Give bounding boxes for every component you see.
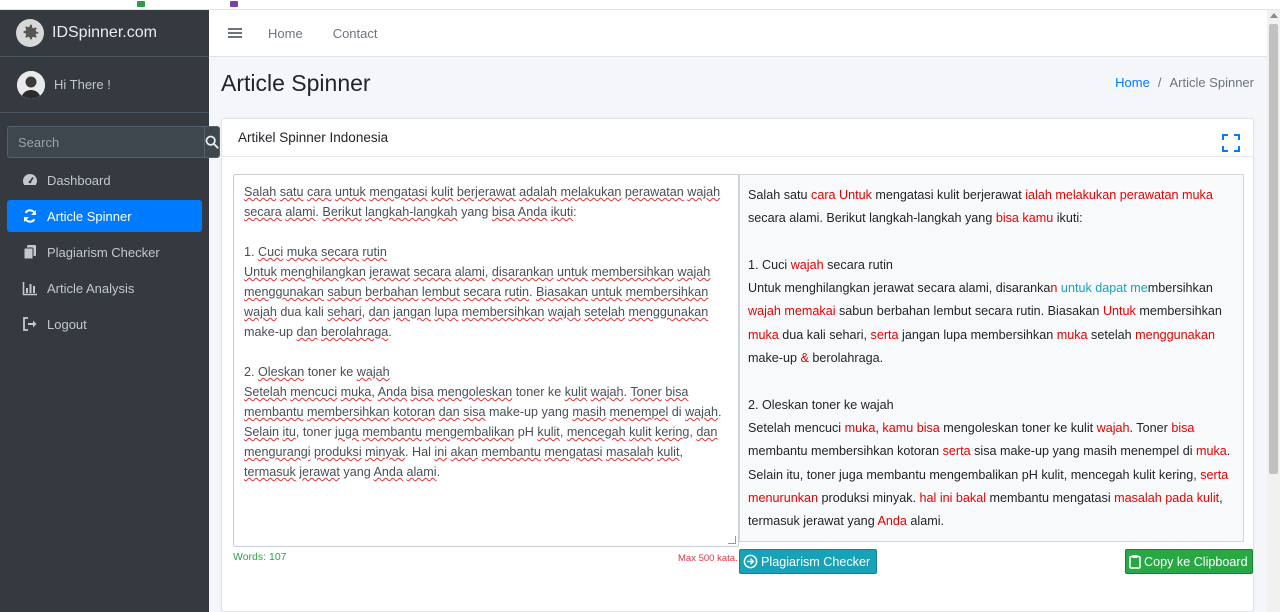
output-paragraph (748, 254, 1235, 277)
output-text: mbersihkan (1147, 281, 1217, 296)
spun-article-output (739, 174, 1244, 542)
output-text: 2. Oleskan toner ke wajah (748, 397, 894, 412)
output-paragraph (748, 277, 1235, 370)
page-title: Article Spinner (221, 70, 371, 96)
max-words-notice: Max 500 kata. (678, 553, 738, 564)
output-paragraph (748, 231, 1235, 254)
avatar (17, 71, 45, 99)
spun-word: menggunakan (1135, 327, 1215, 342)
output-text: sabun berbahan lembut secara rutin. Biasakan (835, 304, 1103, 319)
nav-link-home[interactable]: Home (268, 25, 303, 41)
output-text: secara alami. Berikut langkah-langkah yang (748, 188, 1217, 226)
nav-link-contact[interactable]: Contact (332, 25, 378, 41)
spun-word: ialah melakukan perawatan muka (1025, 188, 1213, 202)
sync-icon (21, 207, 39, 225)
output-text: berolahraga. (808, 351, 884, 366)
output-text: membantu membersihkan kotoran (748, 420, 1198, 459)
resize-handle-icon[interactable] (728, 536, 736, 544)
output-paragraph (748, 370, 1235, 393)
brand-name: IDSpinner.com (52, 24, 157, 41)
top-navbar (209, 10, 1267, 57)
output-text: 1. Cuci (748, 257, 791, 272)
spun-word: kamu bisa (882, 420, 940, 435)
copy-clipboard-label: Copy ke Clipboard (1144, 554, 1248, 569)
dashboard-gauge-icon (21, 171, 39, 189)
output-text: sisa make-up yang masih menempel di (970, 444, 1196, 459)
output-text: mengoleskan toner ke kulit (939, 420, 1097, 435)
page-scrollbar[interactable] (1267, 10, 1280, 612)
spun-word: & (800, 351, 809, 366)
spun-word: bisa kamu (995, 211, 1054, 226)
sidebar-item-article-analysis[interactable] (7, 272, 202, 304)
spun-word: muka (1056, 327, 1088, 342)
editor-paragraph (244, 342, 728, 362)
scroll-up-icon[interactable] (1270, 13, 1278, 18)
spun-word: hal ini bakal (919, 490, 987, 505)
bookmark-icon (230, 1, 238, 7)
breadcrumb-current: Article Spinner (1169, 75, 1254, 90)
user-panel[interactable] (0, 57, 209, 113)
scrollbar-thumb[interactable] (1269, 24, 1278, 474)
word-count: Words: 107 (233, 551, 287, 563)
sidebar-item-article-spinner[interactable] (7, 200, 202, 232)
output-text: dua kali sehari, (778, 327, 871, 342)
output-text: secara rutin (823, 257, 893, 272)
output-paragraph (748, 394, 1235, 417)
search-icon (205, 135, 219, 149)
sidebar-search (7, 126, 202, 158)
spun-word: cara Untuk (811, 188, 872, 202)
output-text: membersihkan (1135, 304, 1226, 319)
spun-word: muka (844, 420, 876, 435)
sidebar-nav (0, 164, 209, 340)
spun-word: muka (748, 327, 779, 342)
sidebar-item-label: Dashboard (47, 172, 111, 188)
spun-word: wajah (1096, 420, 1130, 435)
editor-paragraph: Untuk menghilangkan jerawat secara alami, disarankan untuk membersihkan wajah menggunakan sabun berbahan lembut secara rutin. Biasakan untuk membersihkan wajah dua kali sehari, dan jangan lupa membersihkan wajah setelah menggunakan make-up dan berolahraga. (244, 265, 711, 339)
output-paragraph (748, 417, 1235, 533)
sidebar-item-label: Article Analysis (47, 280, 135, 296)
output-text: setelah (1087, 327, 1136, 342)
output-text: membantu mengatasi (986, 490, 1115, 505)
fullscreen-expand-icon[interactable] (1221, 133, 1241, 153)
card-title: Artikel Spinner Indonesia (222, 119, 1253, 157)
bar-chart-icon (21, 279, 39, 297)
copy-clipboard-button[interactable] (1125, 549, 1253, 574)
editor-paragraph: 1. Cuci muka secara rutin (244, 245, 387, 259)
plagiarism-checker-button[interactable] (739, 549, 877, 574)
spun-word: Anda (877, 514, 907, 529)
sidebar-item-label: Article Spinner (47, 208, 132, 224)
output-text: alami. (906, 514, 945, 529)
copy-files-icon (21, 243, 39, 261)
breadcrumb-separator: / (1157, 75, 1162, 90)
output-text: make-up (748, 327, 1219, 366)
spun-word: wajah memakai (748, 304, 836, 319)
output-text: ikuti: (1053, 211, 1083, 226)
spun-word: Untuk (1102, 304, 1136, 319)
output-text: , (875, 420, 883, 435)
sign-out-icon (21, 315, 39, 333)
editor-paragraph: Salah satu cara untuk mengatasi kulit berjerawat adalah melakukan perawatan wajah secara alami. Berikut langkah-langkah yang bisa Anda ikuti: (244, 185, 721, 219)
output-text: Untuk menghilangkan jerawat secara alami, disaranka (748, 281, 1051, 296)
search-button[interactable] (204, 126, 220, 158)
sidebar-item-label: Logout (47, 316, 87, 332)
user-greeting: Hi There ! (54, 77, 111, 92)
output-text: mengatasi kulit berjerawat (871, 188, 1026, 202)
spun-word: serta menurunkan (748, 467, 1232, 505)
editor-paragraph: 2. Oleskan toner ke wajah (244, 365, 390, 379)
spun-word: muka (1196, 444, 1227, 459)
browser-top-strip (0, 0, 1280, 10)
spun-word: wajah (790, 257, 824, 272)
output-text: . Toner (1129, 420, 1172, 435)
sidebar-item-dashboard[interactable] (7, 164, 202, 196)
spun-word: serta (942, 444, 971, 459)
breadcrumb (1115, 75, 1254, 90)
editor-paragraph (244, 222, 728, 242)
spinner-card (221, 118, 1254, 612)
editor-paragraph: Setelah mencuci muka, Anda bisa mengoleskan toner ke kulit wajah. Toner bisa membantu membersihkan kotoran dan sisa make-up yang masih menempel di wajah. Selain itu, toner juga membantu mengembalikan pH kulit, mencegah kulit kering, dan mengurangi produksi minyak. Hal ini akan membantu mengatasi masalah kulit, termasuk jerawat yang Anda alami. (244, 385, 722, 479)
breadcrumb-home-link[interactable]: Home (1115, 75, 1150, 90)
spun-word: bisa (1171, 420, 1195, 435)
article-input-textarea[interactable] (233, 174, 739, 547)
brand-link[interactable] (0, 10, 209, 57)
sidebar (0, 10, 209, 612)
output-text: jangan lupa membersihkan (898, 327, 1057, 342)
clipboard-icon (1129, 554, 1141, 569)
spun-word: untuk dapat me (1057, 281, 1148, 296)
bookmark-icon (137, 1, 145, 7)
output-text: , termasuk jerawat yang (748, 490, 1227, 529)
sidebar-item-label: Plagiarism Checker (47, 244, 160, 260)
output-text: Salah satu (748, 188, 812, 202)
output-paragraph (748, 184, 1235, 231)
output-text: produksi minyak. (818, 490, 920, 505)
plagiarism-checker-label: Plagiarism Checker (761, 554, 871, 569)
gear-logo-icon (16, 19, 44, 47)
output-text: . Selain itu, toner juga membantu mengembalikan pH kulit, mencegah kulit kering, (748, 444, 1234, 482)
search-input[interactable] (7, 126, 204, 158)
spun-word: n (1050, 281, 1058, 296)
arrow-circle-right-icon (743, 554, 758, 569)
sidebar-item-logout[interactable] (7, 308, 202, 340)
spun-word: masalah pada kulit (1114, 490, 1220, 505)
sidebar-item-plagiarism-checker[interactable] (7, 236, 202, 268)
output-text: Setelah mencuci (748, 420, 845, 435)
spun-word: serta (870, 327, 899, 342)
menu-hamburger-icon[interactable] (228, 26, 242, 40)
